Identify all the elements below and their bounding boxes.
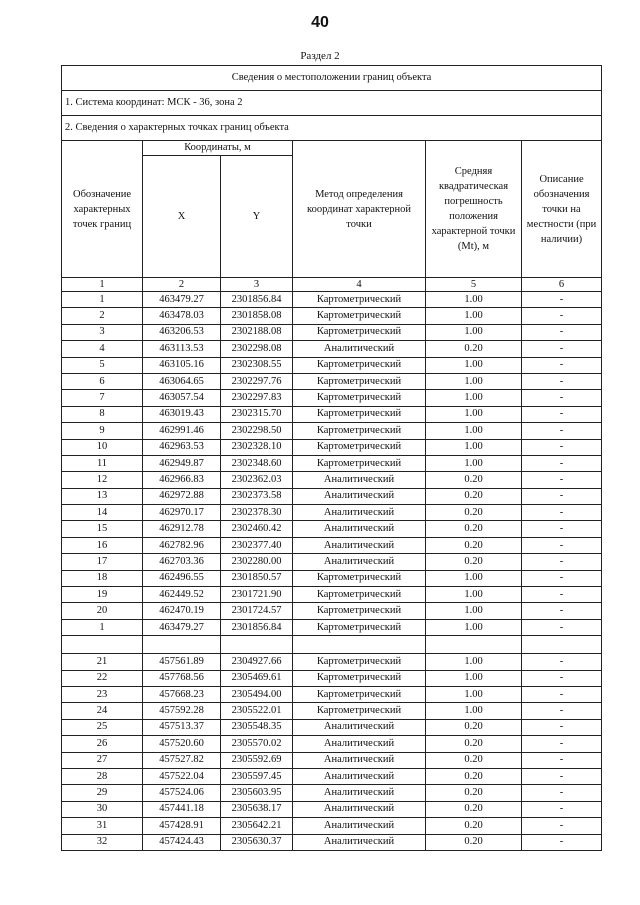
cell-point-id: 15 bbox=[62, 521, 143, 537]
cell-point-id: 16 bbox=[62, 537, 143, 553]
cell-point-id: 25 bbox=[62, 719, 143, 735]
cell-coord-x: 462966.83 bbox=[143, 472, 221, 488]
table-caption: Сведения о местоположении границ объекта bbox=[62, 66, 602, 91]
cell-coord-y: 2301850.57 bbox=[221, 570, 293, 586]
boundary-points-table bbox=[61, 65, 602, 851]
table-row bbox=[62, 686, 602, 702]
cell-mean-error: 1.00 bbox=[426, 455, 522, 471]
cell-mean-error: 0.20 bbox=[426, 736, 522, 752]
cell-method bbox=[293, 636, 426, 654]
cell-coord-x: 457520.60 bbox=[143, 736, 221, 752]
table-row bbox=[62, 390, 602, 406]
cell-method: Аналитический bbox=[293, 818, 426, 834]
cell-method: Картометрический bbox=[293, 654, 426, 670]
cell-description: - bbox=[522, 768, 602, 784]
cell-coord-y: 2302362.03 bbox=[221, 472, 293, 488]
cell-coord-y: 2302297.83 bbox=[221, 390, 293, 406]
table-row bbox=[62, 406, 602, 422]
cell-point-id: 14 bbox=[62, 505, 143, 521]
cell-mean-error: 0.20 bbox=[426, 768, 522, 784]
table-row bbox=[62, 834, 602, 850]
cell-point-id: 9 bbox=[62, 423, 143, 439]
column-number: 6 bbox=[522, 278, 602, 292]
cell-point-id: 6 bbox=[62, 373, 143, 389]
cell-mean-error: 1.00 bbox=[426, 619, 522, 635]
cell-point-id: 4 bbox=[62, 341, 143, 357]
cell-coord-y: 2305522.01 bbox=[221, 703, 293, 719]
cell-coord-y: 2305548.35 bbox=[221, 719, 293, 735]
table-row bbox=[62, 801, 602, 817]
table-row bbox=[62, 324, 602, 340]
table-row bbox=[62, 752, 602, 768]
cell-description: - bbox=[522, 505, 602, 521]
cell-description: - bbox=[522, 439, 602, 455]
cell-description: - bbox=[522, 488, 602, 504]
cell-mean-error: 1.00 bbox=[426, 703, 522, 719]
cell-description: - bbox=[522, 308, 602, 324]
cell-description: - bbox=[522, 619, 602, 635]
cell-method: Аналитический bbox=[293, 719, 426, 735]
cell-point-id: 1 bbox=[62, 292, 143, 308]
cell-point-id: 31 bbox=[62, 818, 143, 834]
cell-coord-y: 2302377.40 bbox=[221, 537, 293, 553]
cell-mean-error: 1.00 bbox=[426, 587, 522, 603]
cell-mean-error: 0.20 bbox=[426, 785, 522, 801]
cell-point-id: 29 bbox=[62, 785, 143, 801]
cell-point-id: 21 bbox=[62, 654, 143, 670]
column-number: 1 bbox=[62, 278, 143, 292]
cell-mean-error: 1.00 bbox=[426, 654, 522, 670]
cell-coord-y: 2302297.76 bbox=[221, 373, 293, 389]
cell-method: Картометрический bbox=[293, 587, 426, 603]
cell-mean-error: 0.20 bbox=[426, 521, 522, 537]
table-row bbox=[62, 818, 602, 834]
table-row bbox=[62, 654, 602, 670]
cell-mean-error: 0.20 bbox=[426, 752, 522, 768]
cell-point-id: 1 bbox=[62, 619, 143, 635]
cell-description: - bbox=[522, 341, 602, 357]
cell-description: - bbox=[522, 521, 602, 537]
cell-coord-x: 462949.87 bbox=[143, 455, 221, 471]
cell-method: Аналитический bbox=[293, 752, 426, 768]
cell-point-id: 26 bbox=[62, 736, 143, 752]
cell-method: Аналитический bbox=[293, 554, 426, 570]
cell-point-id: 8 bbox=[62, 406, 143, 422]
cell-coord-y: 2305603.95 bbox=[221, 785, 293, 801]
cell-coord-x: 463105.16 bbox=[143, 357, 221, 373]
cell-mean-error: 1.00 bbox=[426, 439, 522, 455]
cell-method: Картометрический bbox=[293, 292, 426, 308]
header-coordinates: Координаты, м bbox=[143, 141, 293, 156]
cell-coord-x: 457441.18 bbox=[143, 801, 221, 817]
cell-description: - bbox=[522, 703, 602, 719]
cell-mean-error: 0.20 bbox=[426, 472, 522, 488]
table-row bbox=[62, 736, 602, 752]
cell-method: Картометрический bbox=[293, 439, 426, 455]
cell-method: Картометрический bbox=[293, 570, 426, 586]
cell-method: Картометрический bbox=[293, 703, 426, 719]
cell-point-id: 27 bbox=[62, 752, 143, 768]
table-row bbox=[62, 488, 602, 504]
table-row bbox=[62, 341, 602, 357]
cell-coord-x: 463479.27 bbox=[143, 619, 221, 635]
cell-method: Картометрический bbox=[293, 390, 426, 406]
cell-coord-x: 462703.36 bbox=[143, 554, 221, 570]
table-row bbox=[62, 439, 602, 455]
table-row bbox=[62, 587, 602, 603]
cell-method: Аналитический bbox=[293, 834, 426, 850]
cell-point-id: 13 bbox=[62, 488, 143, 504]
cell-description: - bbox=[522, 537, 602, 553]
cell-mean-error: 0.20 bbox=[426, 505, 522, 521]
cell-coord-y: 2302188.08 bbox=[221, 324, 293, 340]
cell-method: Аналитический bbox=[293, 785, 426, 801]
cell-coord-y: 2305642.21 bbox=[221, 818, 293, 834]
cell-mean-error: 1.00 bbox=[426, 390, 522, 406]
cell-mean-error: 1.00 bbox=[426, 686, 522, 702]
cell-coord-y: 2302308.55 bbox=[221, 357, 293, 373]
cell-description: - bbox=[522, 686, 602, 702]
cell-coord-x: 457768.56 bbox=[143, 670, 221, 686]
column-number: 2 bbox=[143, 278, 221, 292]
table-row bbox=[62, 521, 602, 537]
cell-coord-y: 2302348.60 bbox=[221, 455, 293, 471]
cell-description: - bbox=[522, 357, 602, 373]
cell-description: - bbox=[522, 373, 602, 389]
cell-coord-y: 2301858.08 bbox=[221, 308, 293, 324]
cell-coord-y: 2302315.70 bbox=[221, 406, 293, 422]
cell-method: Аналитический bbox=[293, 505, 426, 521]
cell-coord-x: 457513.37 bbox=[143, 719, 221, 735]
cell-mean-error: 1.00 bbox=[426, 373, 522, 389]
cell-description: - bbox=[522, 603, 602, 619]
cell-coord-x: 462912.78 bbox=[143, 521, 221, 537]
cell-mean-error: 1.00 bbox=[426, 292, 522, 308]
header-description: Описание обозначения точки на местности (при наличии) bbox=[522, 141, 602, 278]
cell-method: Аналитический bbox=[293, 521, 426, 537]
cell-coord-x: 462970.17 bbox=[143, 505, 221, 521]
header-error: Средняя квадратическая погрешность положения характерной точки (Mt), м bbox=[426, 141, 522, 278]
cell-description: - bbox=[522, 670, 602, 686]
cell-coord-x: 462470.19 bbox=[143, 603, 221, 619]
column-numbers-row bbox=[62, 278, 602, 292]
cell-coord-x: 462782.96 bbox=[143, 537, 221, 553]
cell-coord-y: 2305469.61 bbox=[221, 670, 293, 686]
cell-point-id: 22 bbox=[62, 670, 143, 686]
cell-coord-y: 2302280.00 bbox=[221, 554, 293, 570]
cell-coord-x: 457524.06 bbox=[143, 785, 221, 801]
cell-coord-y: 2302373.58 bbox=[221, 488, 293, 504]
cell-method: Картометрический bbox=[293, 324, 426, 340]
cell-point-id: 32 bbox=[62, 834, 143, 850]
cell-coord-y: 2301724.57 bbox=[221, 603, 293, 619]
cell-description: - bbox=[522, 818, 602, 834]
cell-coord-y: 2305630.37 bbox=[221, 834, 293, 850]
cell-coord-x: 462449.52 bbox=[143, 587, 221, 603]
cell-coord-x: 457527.82 bbox=[143, 752, 221, 768]
cell-point-id: 30 bbox=[62, 801, 143, 817]
cell-description: - bbox=[522, 801, 602, 817]
cell-method: Картометрический bbox=[293, 670, 426, 686]
column-number: 5 bbox=[426, 278, 522, 292]
table-row bbox=[62, 537, 602, 553]
cell-description: - bbox=[522, 455, 602, 471]
cell-method: Картометрический bbox=[293, 406, 426, 422]
cell-description: - bbox=[522, 736, 602, 752]
cell-coord-y: 2301721.90 bbox=[221, 587, 293, 603]
cell-method: Картометрический bbox=[293, 308, 426, 324]
cell-point-id bbox=[62, 636, 143, 654]
header-y: Y bbox=[221, 156, 293, 278]
header-method: Метод определения координат характерной точки bbox=[293, 141, 426, 278]
cell-coord-y: 2301856.84 bbox=[221, 619, 293, 635]
cell-mean-error: 0.20 bbox=[426, 488, 522, 504]
cell-coord-y: 2302460.42 bbox=[221, 521, 293, 537]
cell-description: - bbox=[522, 554, 602, 570]
cell-coord-y: 2304927.66 bbox=[221, 654, 293, 670]
cell-point-id: 28 bbox=[62, 768, 143, 784]
cell-method: Аналитический bbox=[293, 537, 426, 553]
cell-description: - bbox=[522, 324, 602, 340]
cell-mean-error: 1.00 bbox=[426, 324, 522, 340]
cell-method: Картометрический bbox=[293, 455, 426, 471]
cell-coord-x: 462991.46 bbox=[143, 423, 221, 439]
cell-description: - bbox=[522, 834, 602, 850]
cell-method: Аналитический bbox=[293, 768, 426, 784]
table-row bbox=[62, 719, 602, 735]
cell-point-id: 24 bbox=[62, 703, 143, 719]
cell-coord-y: 2305597.45 bbox=[221, 768, 293, 784]
column-number: 4 bbox=[293, 278, 426, 292]
cell-coord-y: 2305494.00 bbox=[221, 686, 293, 702]
table-row bbox=[62, 570, 602, 586]
cell-point-id: 2 bbox=[62, 308, 143, 324]
cell-coord-y bbox=[221, 636, 293, 654]
cell-point-id: 23 bbox=[62, 686, 143, 702]
points-subtitle: 2. Сведения о характерных точках границ объекта bbox=[62, 116, 602, 141]
cell-coord-y: 2302328.10 bbox=[221, 439, 293, 455]
header-x: X bbox=[143, 156, 221, 278]
cell-mean-error: 0.20 bbox=[426, 801, 522, 817]
cell-coord-y: 2301856.84 bbox=[221, 292, 293, 308]
cell-method: Картометрический bbox=[293, 619, 426, 635]
cell-coord-x: 462972.88 bbox=[143, 488, 221, 504]
table-row bbox=[62, 505, 602, 521]
cell-coord-x: 457428.91 bbox=[143, 818, 221, 834]
cell-description: - bbox=[522, 752, 602, 768]
cell-mean-error: 1.00 bbox=[426, 423, 522, 439]
cell-coord-y: 2302378.30 bbox=[221, 505, 293, 521]
cell-description: - bbox=[522, 570, 602, 586]
cell-coord-x: 457668.23 bbox=[143, 686, 221, 702]
cell-coord-x: 457424.43 bbox=[143, 834, 221, 850]
cell-method: Картометрический bbox=[293, 423, 426, 439]
table-row bbox=[62, 423, 602, 439]
cell-mean-error: 0.20 bbox=[426, 341, 522, 357]
cell-mean-error: 1.00 bbox=[426, 406, 522, 422]
cell-coord-x: 463113.53 bbox=[143, 341, 221, 357]
cell-method: Картометрический bbox=[293, 686, 426, 702]
cell-coord-x: 463206.53 bbox=[143, 324, 221, 340]
cell-coord-x: 463478.03 bbox=[143, 308, 221, 324]
cell-mean-error: 0.20 bbox=[426, 818, 522, 834]
cell-point-id: 7 bbox=[62, 390, 143, 406]
table-row bbox=[62, 703, 602, 719]
cell-description: - bbox=[522, 472, 602, 488]
cell-coord-x: 457561.89 bbox=[143, 654, 221, 670]
cell-point-id: 11 bbox=[62, 455, 143, 471]
cell-coord-x: 463479.27 bbox=[143, 292, 221, 308]
cell-method: Аналитический bbox=[293, 736, 426, 752]
cell-method: Аналитический bbox=[293, 488, 426, 504]
cell-description: - bbox=[522, 587, 602, 603]
coordinate-system: 1. Система координат: МСК - 36, зона 2 bbox=[62, 91, 602, 116]
table-row bbox=[62, 292, 602, 308]
cell-method: Аналитический bbox=[293, 472, 426, 488]
column-number: 3 bbox=[221, 278, 293, 292]
separator-row bbox=[62, 636, 602, 654]
cell-mean-error bbox=[426, 636, 522, 654]
table-row bbox=[62, 768, 602, 784]
cell-method: Аналитический bbox=[293, 801, 426, 817]
cell-coord-x: 463019.43 bbox=[143, 406, 221, 422]
page-number: 40 bbox=[311, 14, 329, 31]
cell-point-id: 5 bbox=[62, 357, 143, 373]
cell-coord-x: 457592.28 bbox=[143, 703, 221, 719]
cell-coord-x bbox=[143, 636, 221, 654]
cell-mean-error: 0.20 bbox=[426, 554, 522, 570]
cell-description: - bbox=[522, 785, 602, 801]
cell-coord-x: 462963.53 bbox=[143, 439, 221, 455]
cell-description: - bbox=[522, 292, 602, 308]
cell-mean-error: 1.00 bbox=[426, 357, 522, 373]
cell-coord-x: 462496.55 bbox=[143, 570, 221, 586]
table-row bbox=[62, 670, 602, 686]
cell-description: - bbox=[522, 719, 602, 735]
cell-coord-x: 463064.65 bbox=[143, 373, 221, 389]
table-row bbox=[62, 455, 602, 471]
section-title: Раздел 2 bbox=[300, 50, 340, 62]
cell-mean-error: 1.00 bbox=[426, 603, 522, 619]
cell-point-id: 20 bbox=[62, 603, 143, 619]
table-row bbox=[62, 357, 602, 373]
cell-point-id: 3 bbox=[62, 324, 143, 340]
cell-method: Аналитический bbox=[293, 341, 426, 357]
cell-description: - bbox=[522, 406, 602, 422]
cell-method: Картометрический bbox=[293, 373, 426, 389]
header-point: Обозначение характерных точек границ bbox=[62, 141, 143, 278]
cell-description: - bbox=[522, 423, 602, 439]
cell-method: Картометрический bbox=[293, 603, 426, 619]
table-row bbox=[62, 308, 602, 324]
cell-mean-error: 1.00 bbox=[426, 570, 522, 586]
cell-description: - bbox=[522, 390, 602, 406]
cell-coord-y: 2305570.02 bbox=[221, 736, 293, 752]
table-row bbox=[62, 472, 602, 488]
cell-point-id: 12 bbox=[62, 472, 143, 488]
table-row bbox=[62, 603, 602, 619]
cell-method: Картометрический bbox=[293, 357, 426, 373]
cell-point-id: 19 bbox=[62, 587, 143, 603]
table-row bbox=[62, 785, 602, 801]
cell-point-id: 10 bbox=[62, 439, 143, 455]
cell-coord-y: 2302298.08 bbox=[221, 341, 293, 357]
cell-mean-error: 1.00 bbox=[426, 670, 522, 686]
table-row bbox=[62, 554, 602, 570]
cell-description: - bbox=[522, 654, 602, 670]
cell-coord-y: 2305592.69 bbox=[221, 752, 293, 768]
table-row bbox=[62, 619, 602, 635]
cell-mean-error: 1.00 bbox=[426, 308, 522, 324]
cell-point-id: 18 bbox=[62, 570, 143, 586]
cell-mean-error: 0.20 bbox=[426, 537, 522, 553]
cell-coord-x: 457522.04 bbox=[143, 768, 221, 784]
cell-description bbox=[522, 636, 602, 654]
cell-point-id: 17 bbox=[62, 554, 143, 570]
cell-mean-error: 0.20 bbox=[426, 834, 522, 850]
cell-coord-y: 2302298.50 bbox=[221, 423, 293, 439]
cell-mean-error: 0.20 bbox=[426, 719, 522, 735]
table-row bbox=[62, 373, 602, 389]
cell-coord-y: 2305638.17 bbox=[221, 801, 293, 817]
cell-coord-x: 463057.54 bbox=[143, 390, 221, 406]
